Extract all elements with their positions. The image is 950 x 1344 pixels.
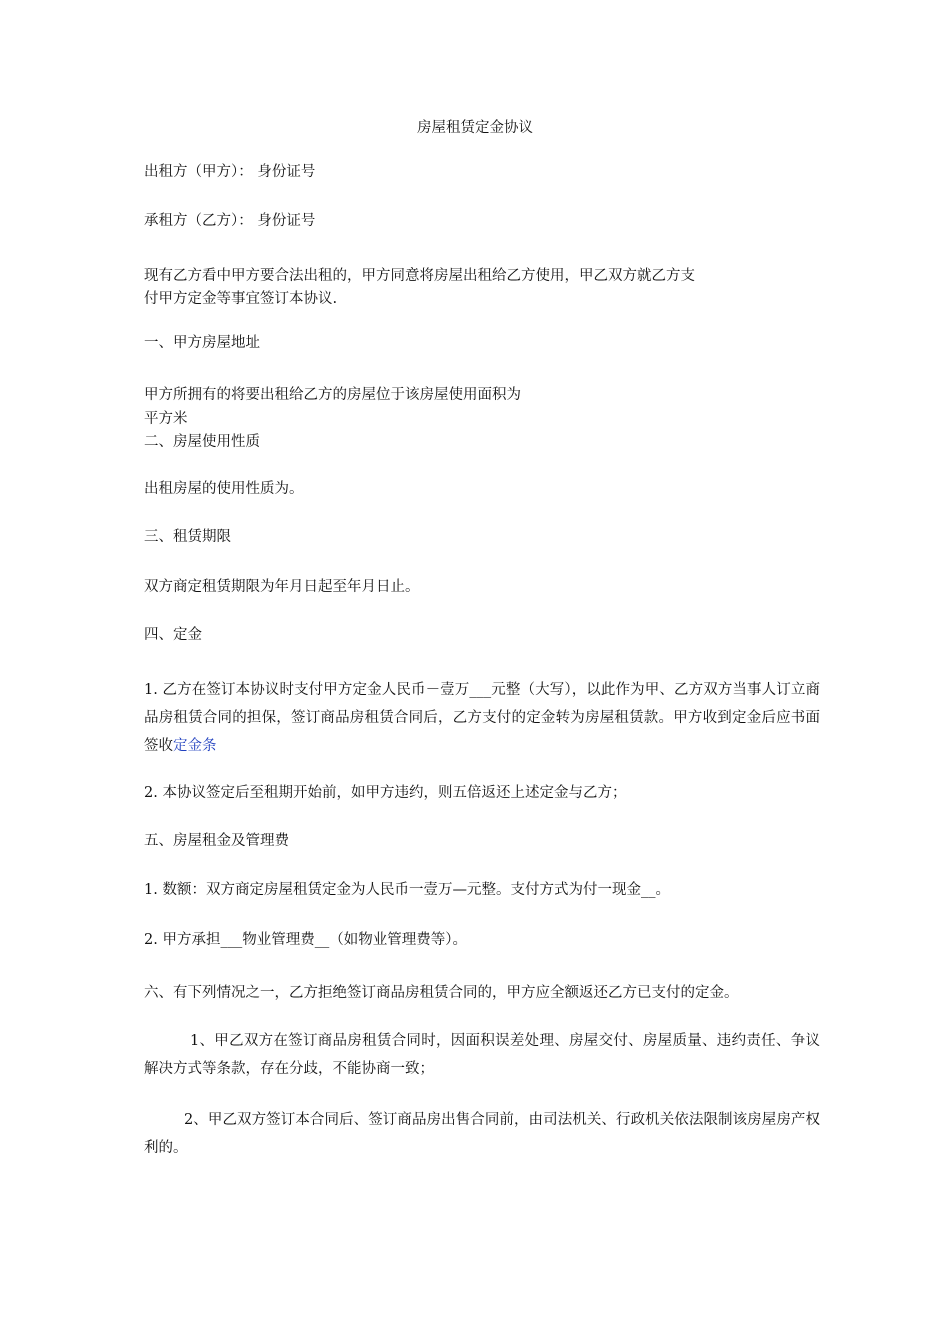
intro-line-1: 现有乙方看中甲方要合法出租的，甲方同意将房屋出租给乙方使用，甲乙双方就乙方支 [144, 268, 695, 284]
section-6-item-1: 1、甲乙双方在签订商品房租赁合同时，因面积误差处理、房屋交付、房屋质量、违约责任、争议解决方式等条款，存在分歧，不能协商一致； [144, 1033, 820, 1077]
section-6-heading: 六、有下列情况之一，乙方拒绝签订商品房租赁合同的，甲方应全额返还乙方已支付的定金。 [144, 985, 739, 1001]
section-4-item-1 [144, 676, 820, 760]
deposit-receipt-link[interactable]: 定金条 [173, 738, 217, 754]
section-2-text: 出租房屋的使用性质为。 [144, 481, 304, 497]
section-6-item-2: 2、甲乙双方签订本合同后、签订商品房出售合同前，由司法机关、行政机关依法限制该房屋房产权利的。 [144, 1112, 820, 1156]
section-4-heading: 四、定金 [144, 627, 202, 643]
section-2-heading: 二、房屋使用性质 [144, 434, 260, 450]
section-5-heading: 五、房屋租金及管理费 [144, 833, 289, 849]
document-title: 房屋租赁定金协议 [417, 120, 533, 136]
section-5-item-1: 1. 数额：双方商定房屋租赁定金为人民币一壹万—元整。支付方式为付一现金__。 [144, 882, 670, 898]
intro-line-2: 付甲方定金等事宜签订本协议. [144, 291, 338, 307]
section-4-item-2: 2. 本协议签定后至租期开始前，如甲方违约，则五倍返还上述定金与乙方； [144, 785, 627, 801]
section-5-item-2: 2. 甲方承担___物业管理费__（如物业管理费等）。 [144, 932, 467, 948]
section-3-text: 双方商定租赁期限为年月日起至年月日止。 [144, 579, 420, 595]
tenant-line: 承租方（乙方）： 身份证号 [144, 213, 316, 229]
section-1-heading: 一、甲方房屋地址 [144, 335, 260, 351]
landlord-line: 出租方（甲方）： 身份证号 [144, 164, 316, 180]
section-1-line-1: 甲方所拥有的将要出租给乙方的房屋位于该房屋使用面积为 [144, 387, 521, 403]
section-3-heading: 三、租赁期限 [144, 529, 231, 545]
section-1-line-2: 平方米 [144, 411, 188, 427]
section-4-item-1-text: 1. 乙方在签订本协议时支付甲方定金人民币－壹万___元整（大写），以此作为甲、乙方双方当事人订立商品房租赁合同的担保，签订商品房租赁合同后，乙方支付的定金转为房屋租赁款。甲方收到定金后应书面签收 [144, 682, 820, 754]
